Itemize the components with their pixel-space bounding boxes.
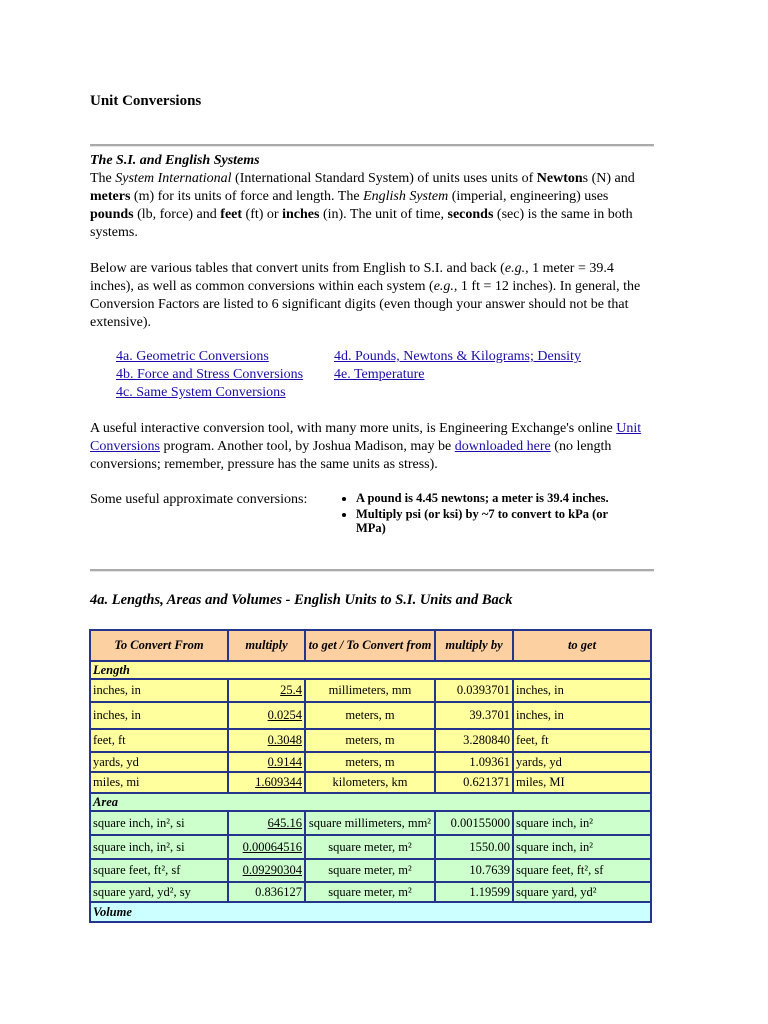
table-header: To Convert From multiply to get / To Convert from multiply by to get xyxy=(90,630,651,661)
link-pounds-newtons[interactable]: 4d. Pounds, Newtons & Kilograms; Density xyxy=(334,349,581,364)
approx-item: • A pound is 4.45 newtons; a meter is 39.4 inches. xyxy=(356,491,626,505)
approx-conversions xyxy=(90,491,654,537)
tables-paragraph: Below are various tables that convert units from English to S.I. and back (e.g., 1 meter = 39.4 inches), as well as common conversions within each system (e.g., 1 ft = 12 inches). In general, the Conversion Factors are listed to 6 significant digits (even though your answer should not be that extensive). xyxy=(90,261,641,330)
table-row: inches, in 0.0254 meters, m 39.3701 inches, in xyxy=(90,702,651,729)
approx-label: Some useful approximate conversions: xyxy=(90,492,308,507)
table-row: square yard, yd², sy 0.836127 square meter, m² 1.19599 square yard, yd² xyxy=(90,882,651,902)
table-row: square inch, in², si 0.00064516 square meter, m² 1550.00 square inch, in² xyxy=(90,835,651,859)
section-heading: The S.I. and English Systems xyxy=(90,153,260,168)
table-row: yards, yd 0.9144 meters, m 1.09361 yards, yd xyxy=(90,752,651,772)
link-geometric[interactable]: 4a. Geometric Conversions xyxy=(116,349,269,364)
divider xyxy=(90,569,654,572)
conversion-table xyxy=(89,629,652,923)
divider xyxy=(90,144,654,147)
table-row: miles, mi 1.609344 kilometers, km 0.621371 miles, MI xyxy=(90,772,651,793)
section-row-length: Length xyxy=(90,661,651,679)
table-row: inches, in 25.4 millimeters, mm 0.0393701 inches, in xyxy=(90,679,651,702)
intro-paragraph: The System International (International Standard System) of units uses units of Newtons (N) and meters (m) for its units of force and length. The English System (imperial, engineering) uses pounds (lb, force) and feet (ft) or inches (in). The unit of time, seconds (sec) is the same in both systems. xyxy=(90,171,635,240)
section-row-area: Area xyxy=(90,793,651,811)
link-same-system[interactable]: 4c. Same System Conversions xyxy=(116,385,286,400)
link-downloaded-here[interactable]: downloaded here xyxy=(454,439,551,454)
link-force-stress[interactable]: 4b. Force and Stress Conversions xyxy=(116,367,304,382)
table-row: square feet, ft², sf 0.09290304 square meter, m² 10.7639 square feet, ft², sf xyxy=(90,859,651,882)
table-row: square inch, in², si 645.16 square millimeters, mm² 0.00155000 square inch, in² xyxy=(90,811,651,835)
si-english-section xyxy=(90,152,654,332)
link-unit-conversions[interactable]: Unit Conversions xyxy=(90,421,642,454)
section-links xyxy=(116,348,581,402)
table-title: 4a. Lengths, Areas and Volumes - English Units to S.I. Units and Back xyxy=(90,592,513,608)
page-title: Unit Conversions xyxy=(90,93,202,109)
link-temperature[interactable]: 4e. Temperature xyxy=(334,367,425,382)
tools-paragraph: A useful interactive conversion tool, with many more units, is Engineering Exchange's online Unit Conversions program. Another tool, by Joshua Madison, may be downloaded here (no length conversions; remember, pressure has the same units as stress). xyxy=(90,421,642,472)
section-row-volume: Volume xyxy=(90,902,651,922)
table-row: feet, ft 0.3048 meters, m 3.280840 feet, ft xyxy=(90,729,651,752)
approx-item: • Multiply psi (or ksi) by ~7 to convert to kPa (or MPa) xyxy=(356,507,626,535)
